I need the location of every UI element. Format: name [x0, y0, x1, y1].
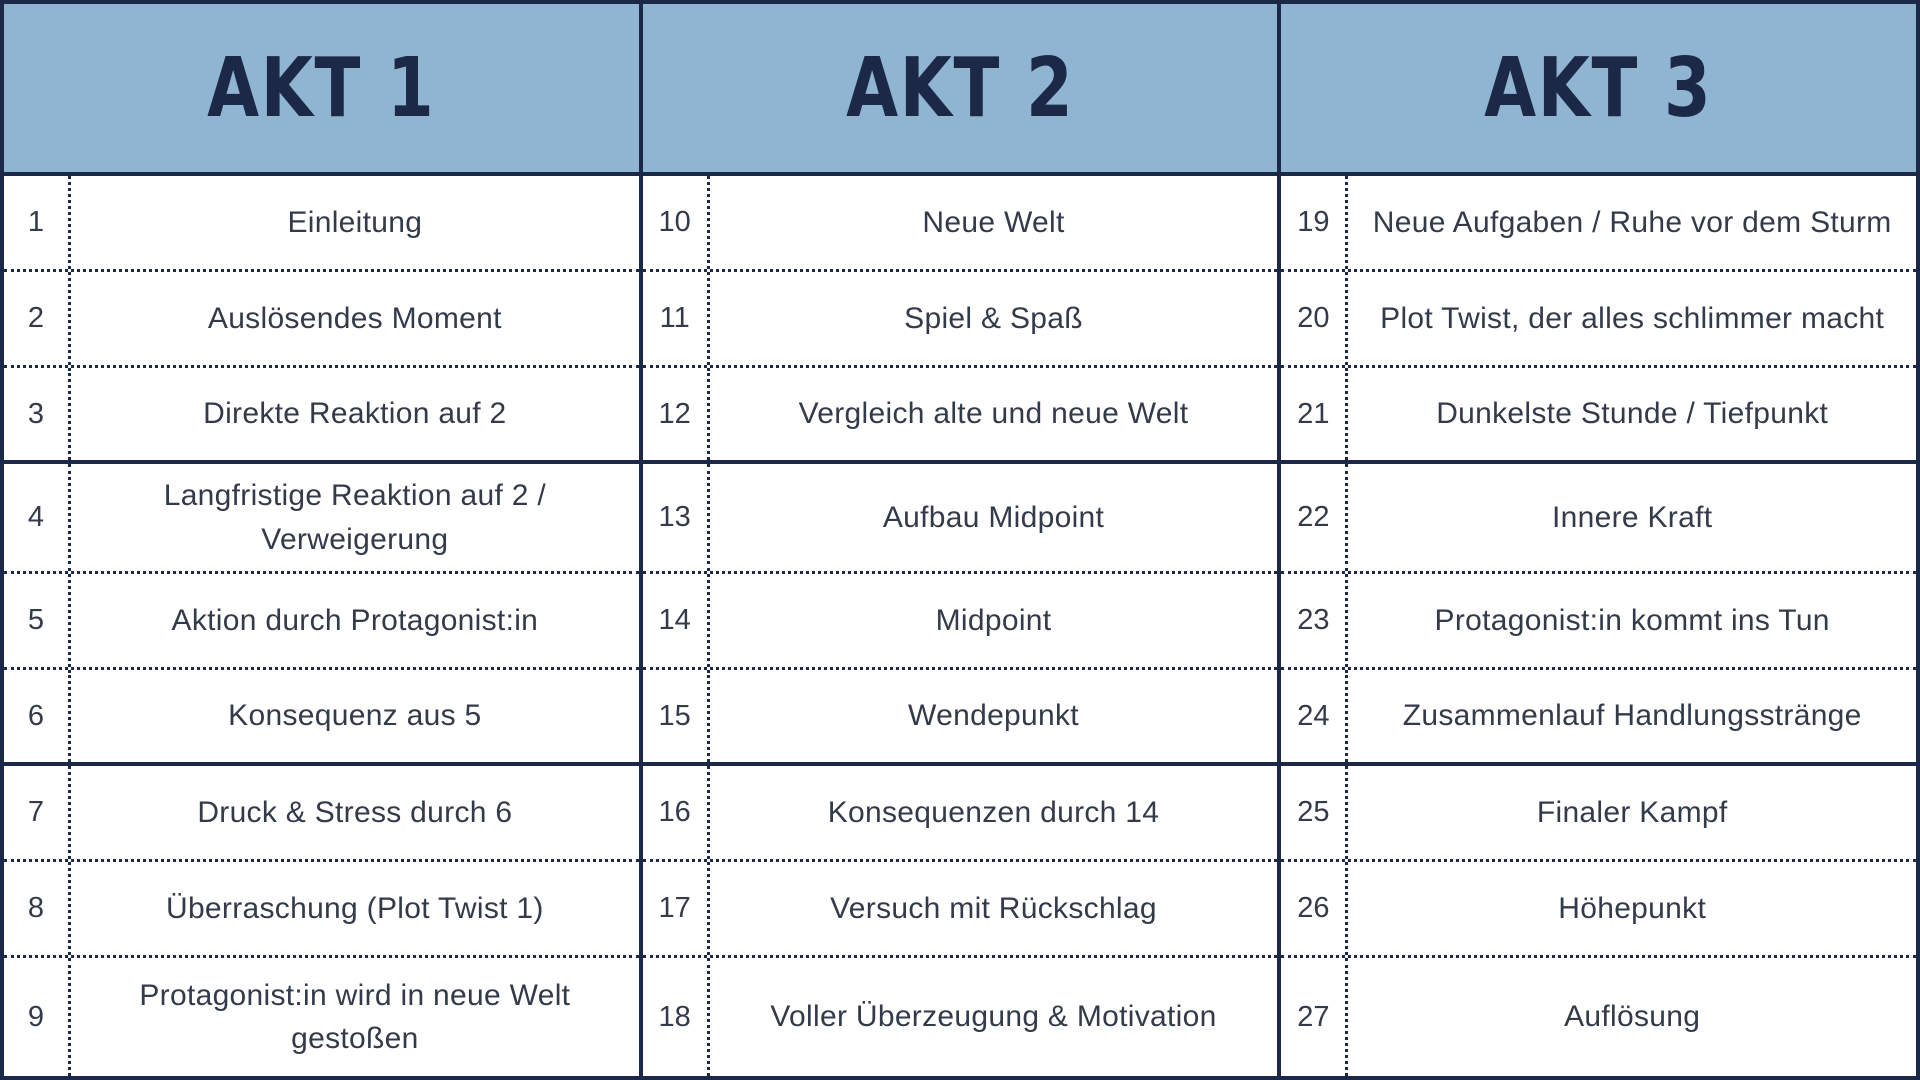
step-number: 9 — [4, 958, 71, 1076]
table-row — [4, 958, 639, 1076]
table-row — [4, 272, 639, 368]
step-label: Überraschung (Plot Twist 1) — [165, 891, 544, 925]
step-number: 10 — [643, 176, 710, 269]
table-row — [1281, 464, 1916, 574]
table-row — [4, 368, 639, 464]
table-row — [643, 368, 1278, 464]
table-row — [643, 958, 1278, 1076]
table-row — [4, 766, 639, 862]
step-number: 25 — [1281, 766, 1348, 859]
step-number: 1 — [4, 176, 71, 269]
step-label: Wendepunkt — [908, 699, 1079, 733]
act-3-header: AKT 3 — [1281, 4, 1916, 176]
step-number: 3 — [4, 368, 71, 460]
step-label: Neue Welt — [922, 205, 1065, 239]
table-row — [643, 464, 1278, 574]
table-row — [1281, 272, 1916, 368]
step-label: Neue Aufgaben / Ruhe vor dem Sturm — [1372, 205, 1892, 239]
step-label: Druck & Stress durch 6 — [197, 795, 513, 829]
act-3-rows — [1281, 176, 1916, 1076]
act-2-column — [643, 4, 1282, 1076]
table-row — [1281, 368, 1916, 464]
table-row — [1281, 176, 1916, 272]
step-label: Aktion durch Protagonist:in — [171, 603, 539, 637]
step-label: Versuch mit Rückschlag — [830, 891, 1157, 925]
step-label: Aufbau Midpoint — [882, 500, 1105, 534]
step-label: Höhepunkt — [1558, 891, 1707, 925]
step-number: 26 — [1281, 862, 1348, 955]
act-2-rows — [643, 176, 1278, 1076]
table-row — [1281, 958, 1916, 1076]
step-label: Innere Kraft — [1552, 500, 1713, 534]
step-number: 21 — [1281, 368, 1348, 460]
step-label: Direkte Reaktion auf 2 — [203, 397, 507, 431]
table-row — [643, 272, 1278, 368]
table-row — [643, 574, 1278, 670]
step-label: Protagonist:in wird in neue Welt gestoßen — [139, 978, 571, 1055]
act-1-header: AKT 1 — [4, 4, 639, 176]
step-number: 12 — [643, 368, 710, 460]
step-label: Zusammenlauf Handlungsstränge — [1402, 699, 1862, 733]
step-label: Auslösendes Moment — [207, 301, 502, 335]
step-number: 17 — [643, 862, 710, 955]
step-number: 13 — [643, 464, 710, 571]
table-row — [643, 670, 1278, 766]
table-row — [643, 862, 1278, 958]
step-number: 4 — [4, 464, 71, 571]
table-row — [4, 670, 639, 766]
table-row — [4, 574, 639, 670]
table-row — [4, 176, 639, 272]
step-number: 8 — [4, 862, 71, 955]
step-label: Midpoint — [935, 603, 1052, 637]
table-row — [643, 766, 1278, 862]
step-number: 14 — [643, 574, 710, 667]
table-row — [643, 176, 1278, 272]
act-2-header: AKT 2 — [643, 4, 1278, 176]
step-number: 23 — [1281, 574, 1348, 667]
step-label: Finaler Kampf — [1536, 795, 1728, 829]
step-label: Dunkelste Stunde / Tiefpunkt — [1436, 397, 1829, 431]
step-number: 27 — [1281, 958, 1348, 1076]
step-label: Plot Twist, der alles schlimmer macht — [1380, 301, 1885, 335]
step-label: Vergleich alte und neue Welt — [798, 397, 1189, 431]
step-number: 22 — [1281, 464, 1348, 571]
table-row — [1281, 862, 1916, 958]
step-label: Spiel & Spaß — [904, 301, 1083, 335]
step-label: Konsequenz aus 5 — [228, 699, 482, 733]
table-row — [4, 464, 639, 574]
step-label: Auflösung — [1564, 1000, 1701, 1034]
act-1-column — [4, 4, 643, 1076]
table-row — [4, 862, 639, 958]
step-number: 11 — [643, 272, 710, 365]
step-label: Langfristige Reaktion auf 2 / Verweigerung — [163, 479, 546, 556]
step-label: Voller Überzeugung & Motivation — [770, 1000, 1217, 1034]
step-number: 6 — [4, 670, 71, 762]
step-number: 18 — [643, 958, 710, 1076]
step-label: Einleitung — [287, 205, 423, 239]
step-number: 5 — [4, 574, 71, 667]
step-label: Protagonist:in kommt ins Tun — [1434, 603, 1830, 637]
step-number: 7 — [4, 766, 71, 859]
step-number: 16 — [643, 766, 710, 859]
step-label: Konsequenzen durch 14 — [827, 795, 1160, 829]
step-number: 19 — [1281, 176, 1348, 269]
table-row — [1281, 670, 1916, 766]
step-number: 2 — [4, 272, 71, 365]
step-number: 20 — [1281, 272, 1348, 365]
table-row — [1281, 574, 1916, 670]
table-row — [1281, 766, 1916, 862]
act-1-rows — [4, 176, 639, 1076]
step-number: 24 — [1281, 670, 1348, 762]
step-number: 15 — [643, 670, 710, 762]
act-3-column — [1281, 4, 1916, 1076]
